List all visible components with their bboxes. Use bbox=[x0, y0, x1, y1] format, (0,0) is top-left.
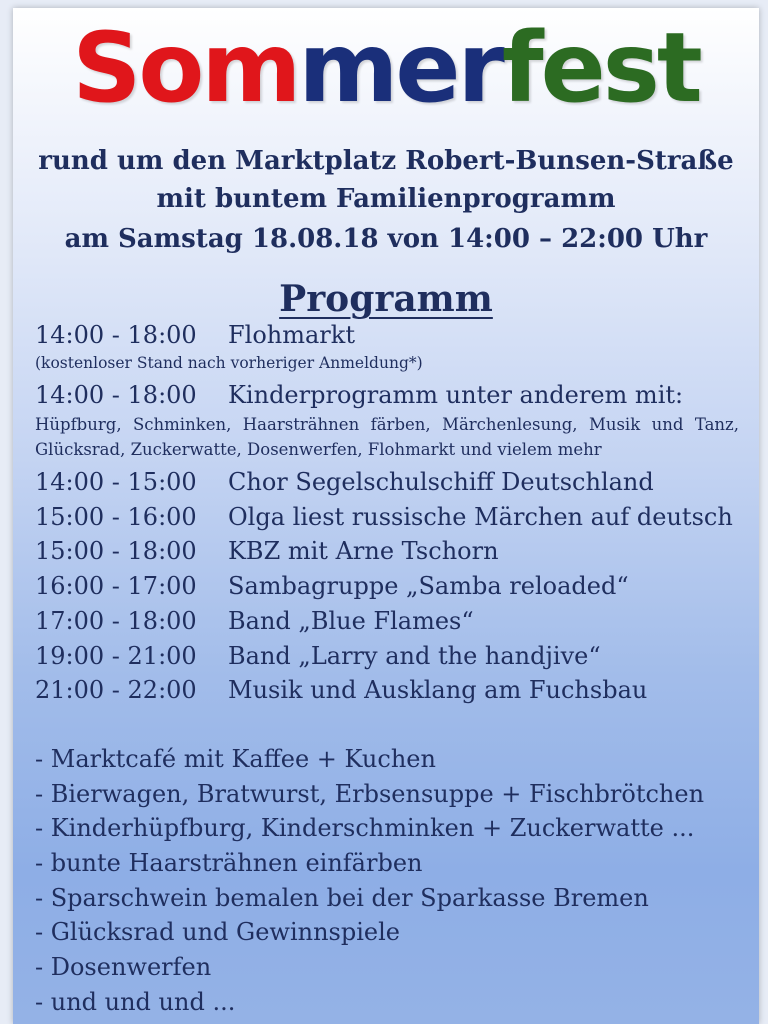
program-event: Band „Blue Flames“ bbox=[228, 607, 474, 635]
flohmarkt-note: (kostenloser Stand nach vorheriger Anmeldung*) bbox=[35, 354, 423, 372]
program-event: Chor Segelschulschiff Deutschland bbox=[228, 468, 654, 496]
subtitle-date-time: am Samstag 18.08.18 von 14:00 – 22:00 Uhr bbox=[64, 224, 708, 254]
program-time: 14:00 - 18:00 bbox=[35, 321, 197, 349]
program-time: 21:00 - 22:00 bbox=[35, 676, 197, 704]
program-event: Kinderprogramm unter anderem mit: bbox=[228, 381, 684, 409]
program-time: 19:00 - 21:00 bbox=[35, 642, 197, 670]
event-title bbox=[13, 14, 759, 122]
program-row bbox=[35, 604, 474, 638]
program-time: 14:00 - 15:00 bbox=[35, 468, 197, 496]
program-time: 15:00 - 16:00 bbox=[35, 503, 197, 531]
program-row bbox=[35, 378, 683, 412]
title-part-fest: fest bbox=[501, 12, 700, 124]
subtitle-program: mit buntem Familienprogramm bbox=[156, 184, 616, 214]
program-row bbox=[35, 673, 647, 707]
program-time: 14:00 - 18:00 bbox=[35, 381, 197, 409]
program-row bbox=[35, 569, 629, 603]
extras-item: - Dosenwerfen bbox=[35, 953, 212, 981]
program-row bbox=[35, 318, 355, 352]
program-event: KBZ mit Arne Tschorn bbox=[228, 537, 499, 565]
program-time: 15:00 - 18:00 bbox=[35, 537, 197, 565]
extras-item: - Glücksrad und Gewinnspiele bbox=[35, 918, 400, 946]
extras-item: - Kinderhüpfburg, Kinderschminken + Zuckerwatte ... bbox=[35, 814, 695, 842]
extras-item: - bunte Haarsträhnen einfärben bbox=[35, 849, 423, 877]
extras-item: - Sparschwein bemalen bei der Sparkasse Bremen bbox=[35, 884, 649, 912]
program-heading: Programm bbox=[279, 278, 493, 320]
program-event: Band „Larry and the handjive“ bbox=[228, 642, 601, 670]
program-row bbox=[35, 465, 654, 499]
extras-item: - und und und ... bbox=[35, 988, 236, 1016]
program-time: 16:00 - 17:00 bbox=[35, 572, 197, 600]
program-row bbox=[35, 500, 733, 534]
program-event: Sambagruppe „Samba reloaded“ bbox=[228, 572, 629, 600]
program-time: 17:00 - 18:00 bbox=[35, 607, 197, 635]
program-row bbox=[35, 639, 601, 673]
kinderprogramm-details: Hüpfburg, Schminken, Haarsträhnen färben, Märchenlesung, Musik und Tanz, Glücksrad, Zuckerwatte, Dosenwerfen, Flohmarkt und vielem mehr bbox=[35, 415, 739, 459]
subtitle-location: rund um den Marktplatz Robert-Bunsen-Straße bbox=[38, 146, 734, 176]
title-part-mer: mer bbox=[298, 12, 502, 124]
flyer-page bbox=[13, 8, 759, 1024]
program-event: Musik und Ausklang am Fuchsbau bbox=[228, 676, 648, 704]
extras-item: - Bierwagen, Bratwurst, Erbsensuppe + Fischbrötchen bbox=[35, 780, 705, 808]
extras-item: - Marktcafé mit Kaffee + Kuchen bbox=[35, 745, 436, 773]
program-row bbox=[35, 534, 499, 568]
program-event: Flohmarkt bbox=[228, 321, 355, 349]
program-event: Olga liest russische Märchen auf deutsch bbox=[228, 503, 733, 531]
title-part-som: Som bbox=[72, 12, 299, 124]
